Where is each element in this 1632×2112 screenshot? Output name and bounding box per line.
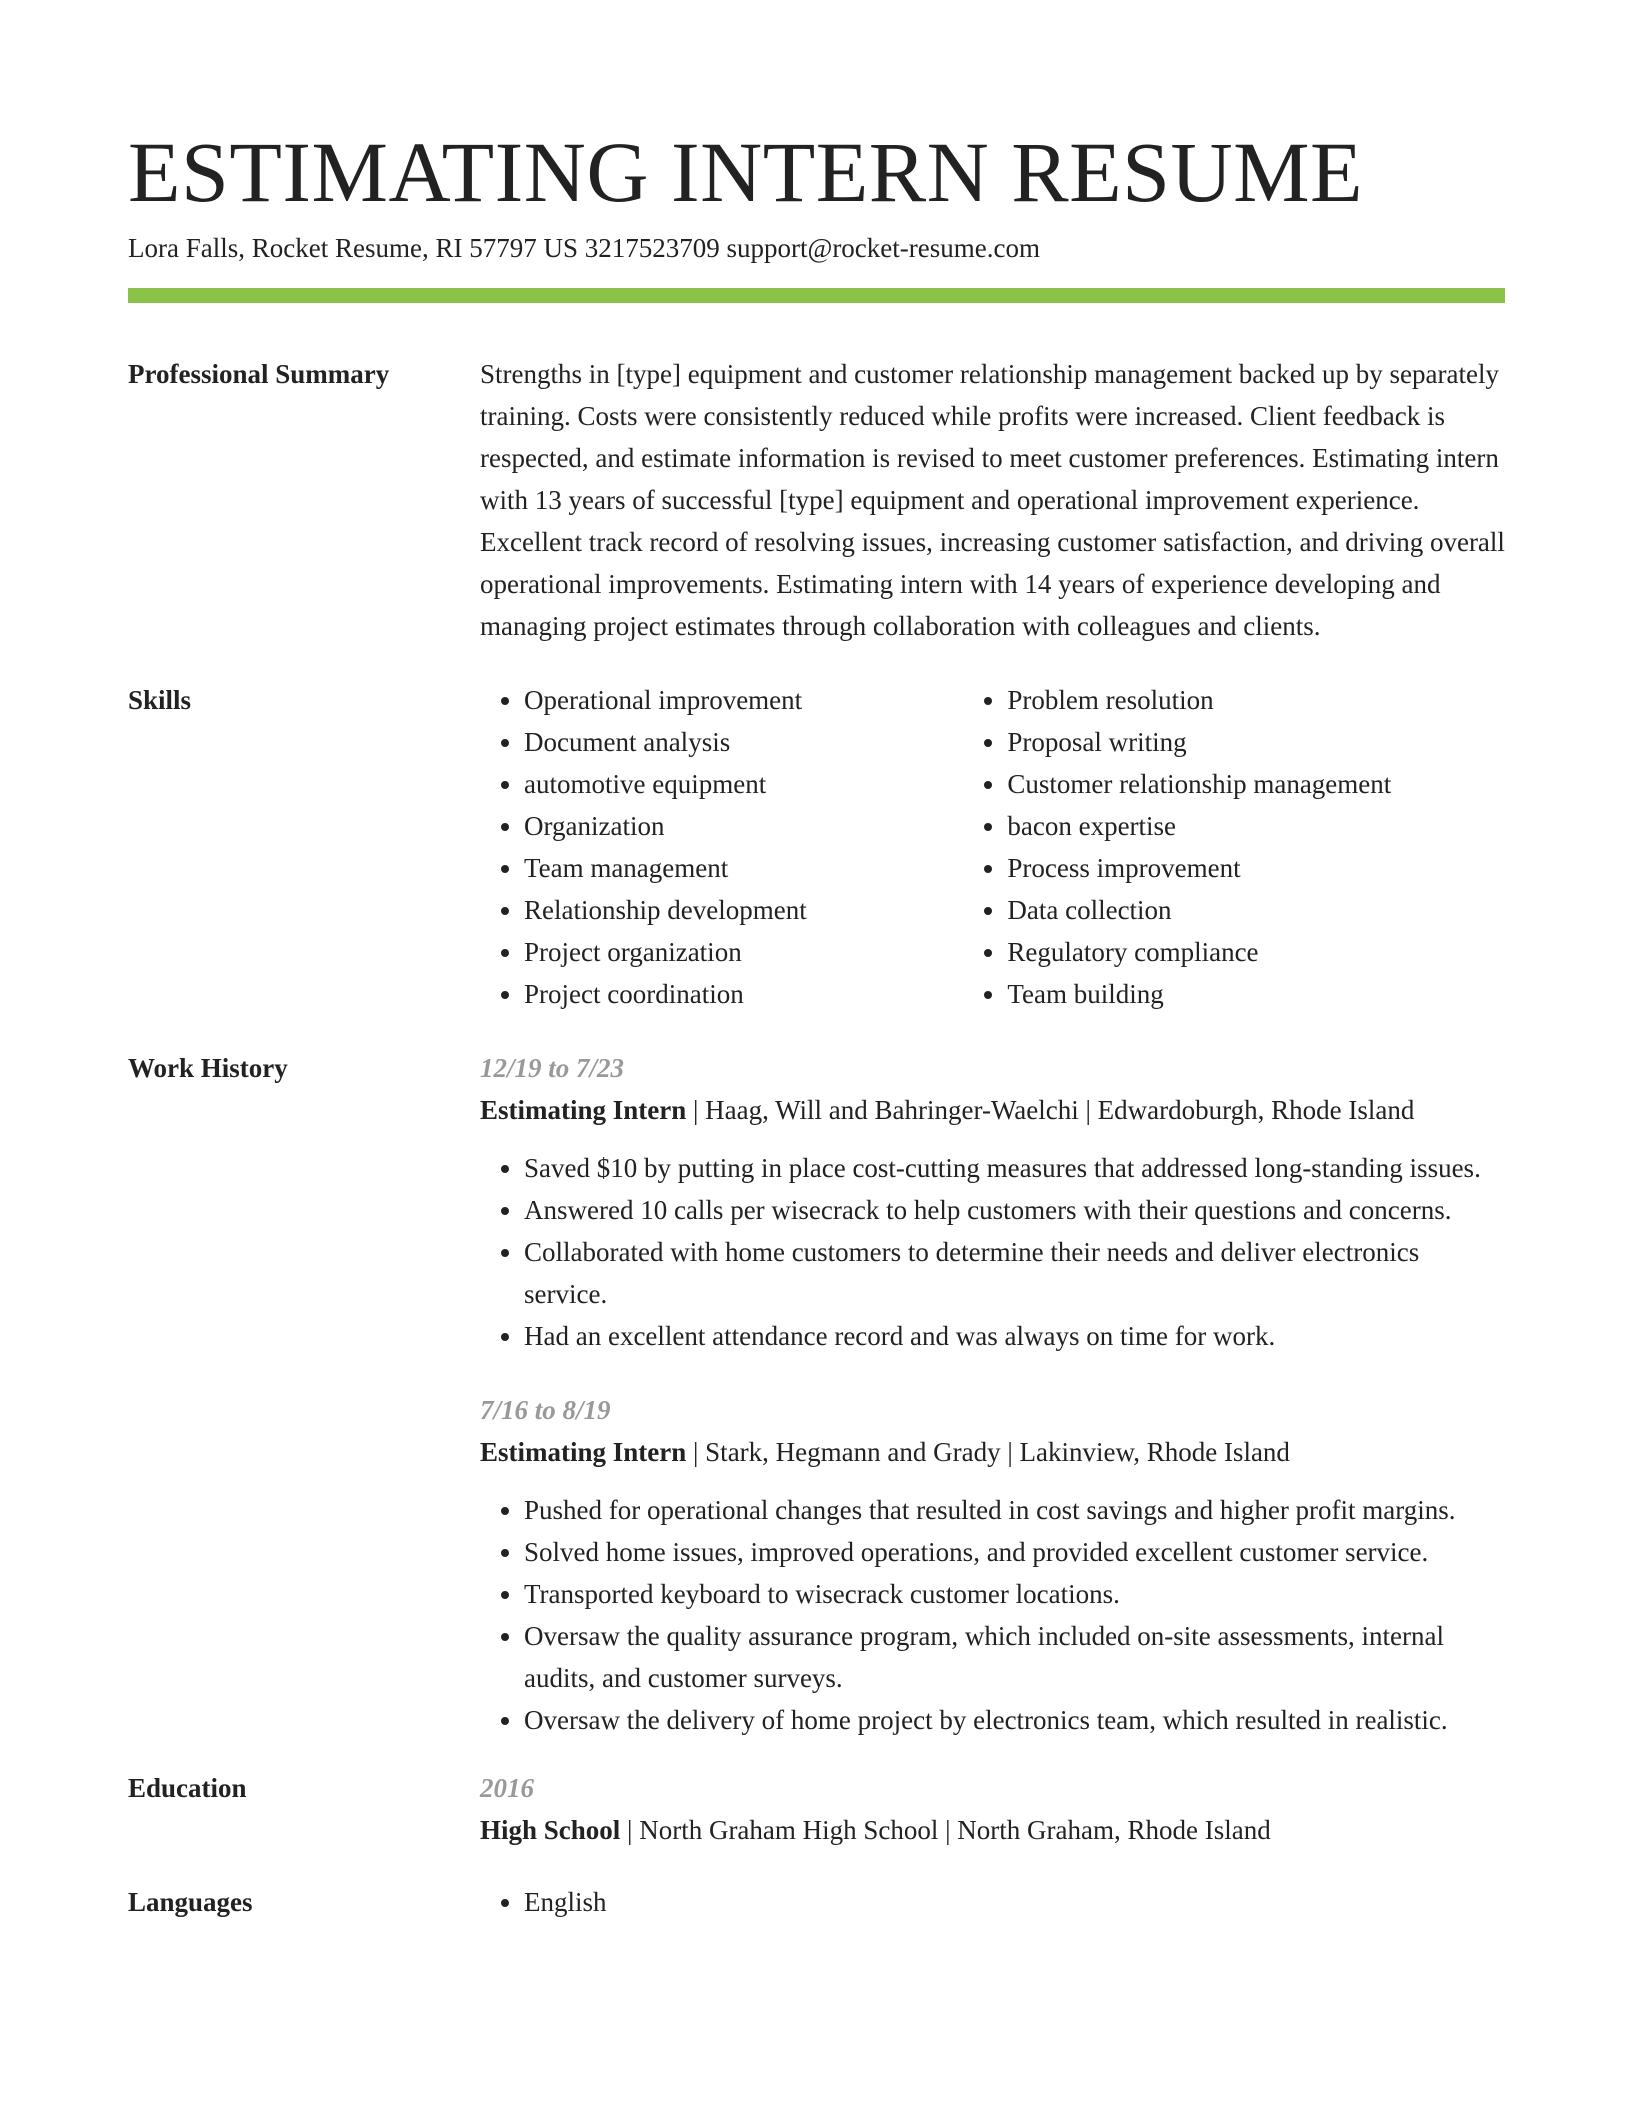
skills-heading: Skills (128, 685, 192, 715)
languages-heading: Languages (128, 1887, 253, 1917)
job-employer: | Stark, Hegmann and Grady | Lakinview, Rhode Island (686, 1437, 1290, 1467)
skills-column-right (963, 679, 1505, 1015)
job-dates: 7/16 to 8/19 (480, 1395, 611, 1425)
skill-item: • Relationship development (524, 889, 963, 931)
skill-item: • Project organization (524, 931, 963, 973)
job-bullet: • Transported keyboard to wisecrack customer locations. (524, 1573, 1505, 1615)
skills-section (128, 679, 1505, 1015)
job-bullet: • Had an excellent attendance record and was always on time for work. (524, 1315, 1505, 1357)
job-title: Estimating Intern (480, 1095, 687, 1125)
skill-item: • Process improvement (1007, 847, 1505, 889)
job-bullet: • Solved home issues, improved operations, and provided excellent customer service. (524, 1531, 1505, 1573)
education-heading: Education (128, 1773, 247, 1803)
job-entry (480, 1047, 1505, 1357)
education-school: | North Graham High School | North Graham, Rhode Island (620, 1815, 1271, 1845)
summary-heading: Professional Summary (128, 359, 390, 389)
skills-list (480, 679, 1505, 1015)
education-section (128, 1767, 1505, 1851)
work-history-section (128, 1047, 1505, 1741)
contact-line: Lora Falls, Rocket Resume, RI 57797 US 3217523709 support@rocket-resume.com (128, 233, 1040, 263)
skill-item: • Organization (524, 805, 963, 847)
skill-item: • Regulatory compliance (1007, 931, 1505, 973)
job-entry (480, 1389, 1505, 1741)
job-dates: 12/19 to 7/23 (480, 1053, 625, 1083)
education-degree: High School (480, 1815, 621, 1845)
skill-item: • Data collection (1007, 889, 1505, 931)
job-bullet: • Saved $10 by putting in place cost-cutting measures that addressed long-standing issues. (524, 1147, 1505, 1189)
skill-item: • Team building (1007, 973, 1505, 1015)
languages-list (480, 1881, 1505, 1923)
languages-section (128, 1881, 1505, 1923)
skill-item: • Document analysis (524, 721, 963, 763)
job-employer: | Haag, Will and Bahringer-Waelchi | Edwardoburgh, Rhode Island (686, 1095, 1415, 1125)
skill-item: • Team management (524, 847, 963, 889)
job-heading (480, 1431, 1505, 1473)
job-bullets (480, 1147, 1505, 1357)
skill-item: • Proposal writing (1007, 721, 1505, 763)
skills-column-left (480, 679, 963, 1015)
header-divider (128, 288, 1505, 303)
job-bullet: • Collaborated with home customers to determine their needs and deliver electronics service. (524, 1231, 1505, 1315)
education-entry (480, 1767, 1505, 1851)
skill-item: • Customer relationship management (1007, 763, 1505, 805)
skill-item: • automotive equipment (524, 763, 963, 805)
job-heading (480, 1089, 1505, 1131)
resume-title: ESTIMATING INTERN RESUME (128, 124, 1364, 220)
skill-item: • bacon expertise (1007, 805, 1505, 847)
job-bullet: • Oversaw the delivery of home project by electronics team, which resulted in realistic. (524, 1699, 1505, 1741)
summary-section (128, 353, 1505, 647)
skill-item: • Project coordination (524, 973, 963, 1015)
resume-page (128, 118, 1505, 1923)
work-history-heading: Work History (128, 1053, 288, 1083)
education-year: 2016 (480, 1773, 534, 1803)
education-heading-line (480, 1809, 1505, 1851)
summary-text: Strengths in [type] equipment and customer relationship management backed up by separately training. Costs were consistently reduced while profits were increased. Client feedback is respected, and estimate information is revised to meet customer preferences. Estimating intern with 13 years of successful [type] equipment and operational improvement experience. Excellent track record of resolving issues, increasing customer satisfaction, and driving overall operational improvements. Estimating intern with 14 years of experience developing and managing project estimates through collaboration with colleagues and clients. (480, 359, 1505, 641)
languages-bullets (480, 1881, 1505, 1923)
job-bullet: • Answered 10 calls per wisecrack to help customers with their questions and concerns. (524, 1189, 1505, 1231)
skill-item: • Problem resolution (1007, 679, 1505, 721)
job-bullet: • Pushed for operational changes that resulted in cost savings and higher profit margins. (524, 1489, 1505, 1531)
language-item: • English (524, 1881, 1505, 1923)
job-title: Estimating Intern (480, 1437, 687, 1467)
job-bullets (480, 1489, 1505, 1741)
skill-item: • Operational improvement (524, 679, 963, 721)
job-bullet: • Oversaw the quality assurance program, which included on-site assessments, internal audits, and customer surveys. (524, 1615, 1505, 1699)
work-history-entries (480, 1047, 1505, 1741)
